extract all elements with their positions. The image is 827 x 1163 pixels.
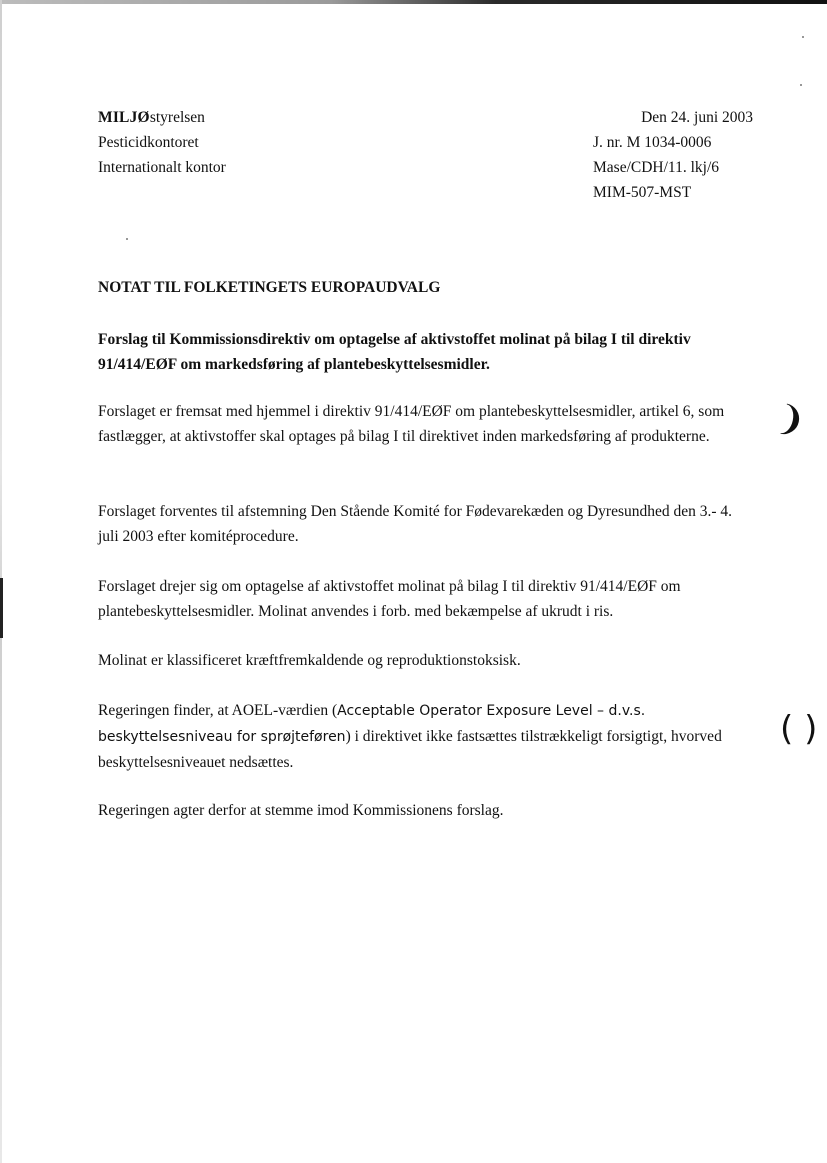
document-code: MIM-507-MST bbox=[593, 184, 692, 201]
punch-hole-mark-upper: ❩ bbox=[773, 397, 810, 443]
paragraph-classification: Molinat er klassificeret kræftfremkaldende og reproduktionstoksisk. bbox=[98, 652, 521, 669]
case-reference: Mase/CDH/11. lkj/6 bbox=[593, 159, 720, 176]
paragraph-substance: Forslaget drejer sig om optagelse af aktivstoffet molinat på bilag I til direktiv 91/414/EØF om plantebeskyttelsesmidler. Molinat anvendes i forb. med bekæmpelse af ukrudt i ris. bbox=[98, 578, 681, 620]
office-line: Internationalt kontor bbox=[98, 159, 226, 176]
aoel-text-end: ) i direktivet ikke fastsættes tilstrækkeligt forsigtigt, hvorved beskyttelsesniveauet nedsættes. bbox=[98, 728, 722, 771]
reference-block bbox=[593, 105, 753, 205]
journal-number: J. nr. M 1034-0006 bbox=[593, 134, 712, 151]
aoel-definition: Acceptable Operator Exposure Level – d.v.s. beskyttelsesniveau for sprøjteføren bbox=[98, 703, 646, 745]
paragraph-government-position: Regeringen agter derfor at stemme imod Kommissionens forslag. bbox=[98, 802, 504, 819]
department-line: Pesticidkontoret bbox=[98, 134, 199, 151]
scan-speck bbox=[126, 238, 128, 240]
proposal-heading: Forslag til Kommissionsdirektiv om optagelse af aktivstoffet molinat på bilag I til direktiv 91/414/EØF om markedsføring af plantebeskyttelsesmidler. bbox=[98, 331, 691, 373]
document-title: NOTAT TIL FOLKETINGETS EUROPAUDVALG bbox=[98, 279, 441, 296]
aoel-text-start: Regeringen finder, at AOEL-værdien ( bbox=[98, 702, 338, 719]
organization-name-rest: styrelsen bbox=[149, 109, 205, 126]
sender-block bbox=[98, 105, 226, 180]
paragraph-legal-basis: Forslaget er fremsat med hjemmel i direktiv 91/414/EØF om plantebeskyttelsesmidler, artikel 6, som fastlægger, at aktivstoffer skal optages på bilag I til direktivet inden markedsføring af produkterne. bbox=[98, 403, 725, 445]
top-scan-rule bbox=[0, 0, 827, 4]
organization-name bbox=[98, 105, 226, 130]
paragraph-vote-date: Forslaget forventes til afstemning Den Stående Komité for Fødevarekæden og Dyresundhed den 3.- 4. juli 2003 efter komitéprocedure. bbox=[98, 503, 733, 545]
paragraph-aoel bbox=[98, 698, 748, 775]
document-date: Den 24. juni 2003 bbox=[641, 109, 753, 126]
left-margin-mark bbox=[0, 578, 3, 638]
scan-speck bbox=[802, 36, 804, 38]
organization-name-bold: MILJØ bbox=[98, 109, 150, 126]
scan-speck bbox=[800, 84, 802, 86]
punch-hole-mark-lower: ( ) bbox=[780, 709, 818, 749]
